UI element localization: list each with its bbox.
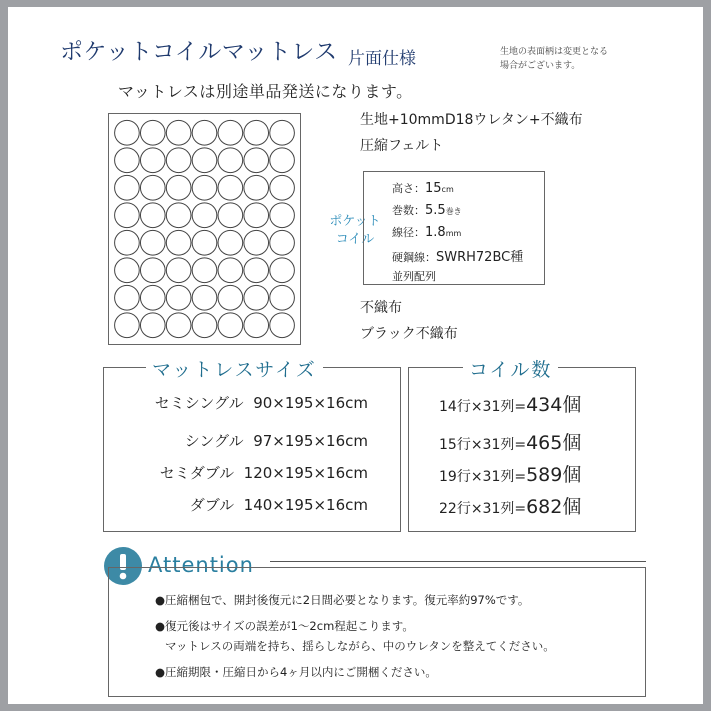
coil-circle: [244, 285, 269, 310]
coil-circle: [166, 313, 191, 338]
coil-count-title: コイル数: [463, 355, 558, 382]
attention-item: マットレスの両端を持ち、揺らしながら、中のウレタンを整えてください。: [165, 639, 555, 653]
size-row: セミシングル 90×195×16cm: [154, 394, 368, 412]
coil-circle: [218, 313, 243, 338]
coil-circle: [115, 258, 140, 283]
coil-circle: [140, 120, 165, 145]
attention-divider: [270, 561, 646, 562]
coil-circle: [218, 285, 243, 310]
coil-circle: [270, 120, 295, 145]
coil-circle: [244, 148, 269, 173]
size-row: ダブル 140×195×16cm: [189, 496, 368, 514]
coil-circle: [192, 148, 217, 173]
coil-circle: [166, 258, 191, 283]
bottom-layer-line2: ブラック不織布: [360, 326, 458, 342]
coil-circle: [218, 203, 243, 228]
fabric-note: 生地の表面柄は変更となる 場合がございます。: [500, 47, 609, 71]
coil-count-row: 15行×31列=465個: [439, 432, 582, 454]
coil-circle: [115, 230, 140, 255]
pocket-coil-label: ポケット コイル: [329, 214, 381, 247]
coil-circle: [166, 285, 191, 310]
coil-circle: [166, 175, 191, 200]
top-layer-line1: 生地+10mmD18ウレタン+不織布: [360, 112, 583, 128]
coil-circle: [218, 148, 243, 173]
coil-circle: [166, 120, 191, 145]
coil-circle: [244, 258, 269, 283]
coil-circle: [270, 203, 295, 228]
coil-circle: [192, 230, 217, 255]
coil-circle: [192, 120, 217, 145]
coil-count-panel: [408, 359, 636, 532]
coil-circle: [166, 148, 191, 173]
bottom-layer-line1: 不織布: [360, 300, 402, 316]
product-sheet: [8, 7, 703, 704]
coil-circle: [115, 175, 140, 200]
coil-count-row: 14行×31列=434個: [439, 394, 582, 416]
coil-circle: [192, 203, 217, 228]
coil-diagram: [108, 113, 301, 345]
coil-circle: [140, 285, 165, 310]
coil-circle: [140, 148, 165, 173]
coil-circle: [244, 313, 269, 338]
coil-circle: [166, 230, 191, 255]
spec-arrangement: 並列配列: [392, 270, 436, 283]
spec-wire: 線径：1.8mm: [392, 225, 462, 240]
coil-circle: [244, 203, 269, 228]
coil-circle: [140, 258, 165, 283]
coil-circle: [115, 285, 140, 310]
spec-height: 高さ：15cm: [392, 181, 454, 196]
coil-circle: [270, 285, 295, 310]
coil-circle: [270, 175, 295, 200]
coil-circle: [115, 148, 140, 173]
coil-circle: [192, 258, 217, 283]
product-subtitle: 片面仕様: [348, 49, 416, 69]
coil-circle: [244, 230, 269, 255]
coil-grid: [109, 114, 300, 344]
spec-steel: 硬鋼線：SWRH72BC種: [392, 250, 524, 265]
attention-item: ●復元後はサイズの誤差が1～2cm程起こります。: [155, 619, 414, 633]
attention-item: ●圧縮期限・圧縮日から4ヶ月以内にご開梱ください。: [155, 665, 437, 679]
coil-circle: [192, 313, 217, 338]
coil-circle: [270, 313, 295, 338]
coil-circle: [218, 120, 243, 145]
coil-circle: [218, 230, 243, 255]
coil-circle: [166, 203, 191, 228]
coil-circle: [270, 148, 295, 173]
mattress-size-title: マットレスサイズ: [146, 355, 323, 382]
coil-count-row: 22行×31列=682個: [439, 496, 582, 518]
size-row: セミダブル 120×195×16cm: [159, 464, 368, 482]
product-title: ポケットコイルマットレス: [60, 39, 338, 65]
coil-circle: [270, 230, 295, 255]
coil-count-row: 19行×31列=589個: [439, 464, 582, 486]
coil-circle: [244, 120, 269, 145]
attention-item: ●圧縮梱包で、開封後復元に2日間必要となります。復元率約97%です。: [155, 593, 530, 607]
coil-circle: [270, 258, 295, 283]
coil-circle: [218, 258, 243, 283]
coil-spec-box: [363, 171, 545, 285]
spec-turns: 巻数：5.5巻き: [392, 203, 462, 218]
coil-circle: [140, 175, 165, 200]
attention-title: Attention: [148, 553, 254, 577]
mattress-size-panel: [103, 359, 401, 532]
top-layer-line2: 圧縮フェルト: [360, 138, 444, 154]
attention-box: [108, 567, 646, 697]
coil-circle: [192, 285, 217, 310]
coil-circle: [218, 175, 243, 200]
coil-circle: [140, 203, 165, 228]
coil-circle: [192, 175, 217, 200]
size-row: シングル 97×195×16cm: [184, 432, 368, 450]
coil-circle: [244, 175, 269, 200]
coil-circle: [115, 313, 140, 338]
shipping-note: マットレスは別途単品発送になります。: [118, 82, 413, 101]
coil-circle: [140, 313, 165, 338]
coil-circle: [115, 203, 140, 228]
coil-circle: [115, 120, 140, 145]
coil-circle: [140, 230, 165, 255]
